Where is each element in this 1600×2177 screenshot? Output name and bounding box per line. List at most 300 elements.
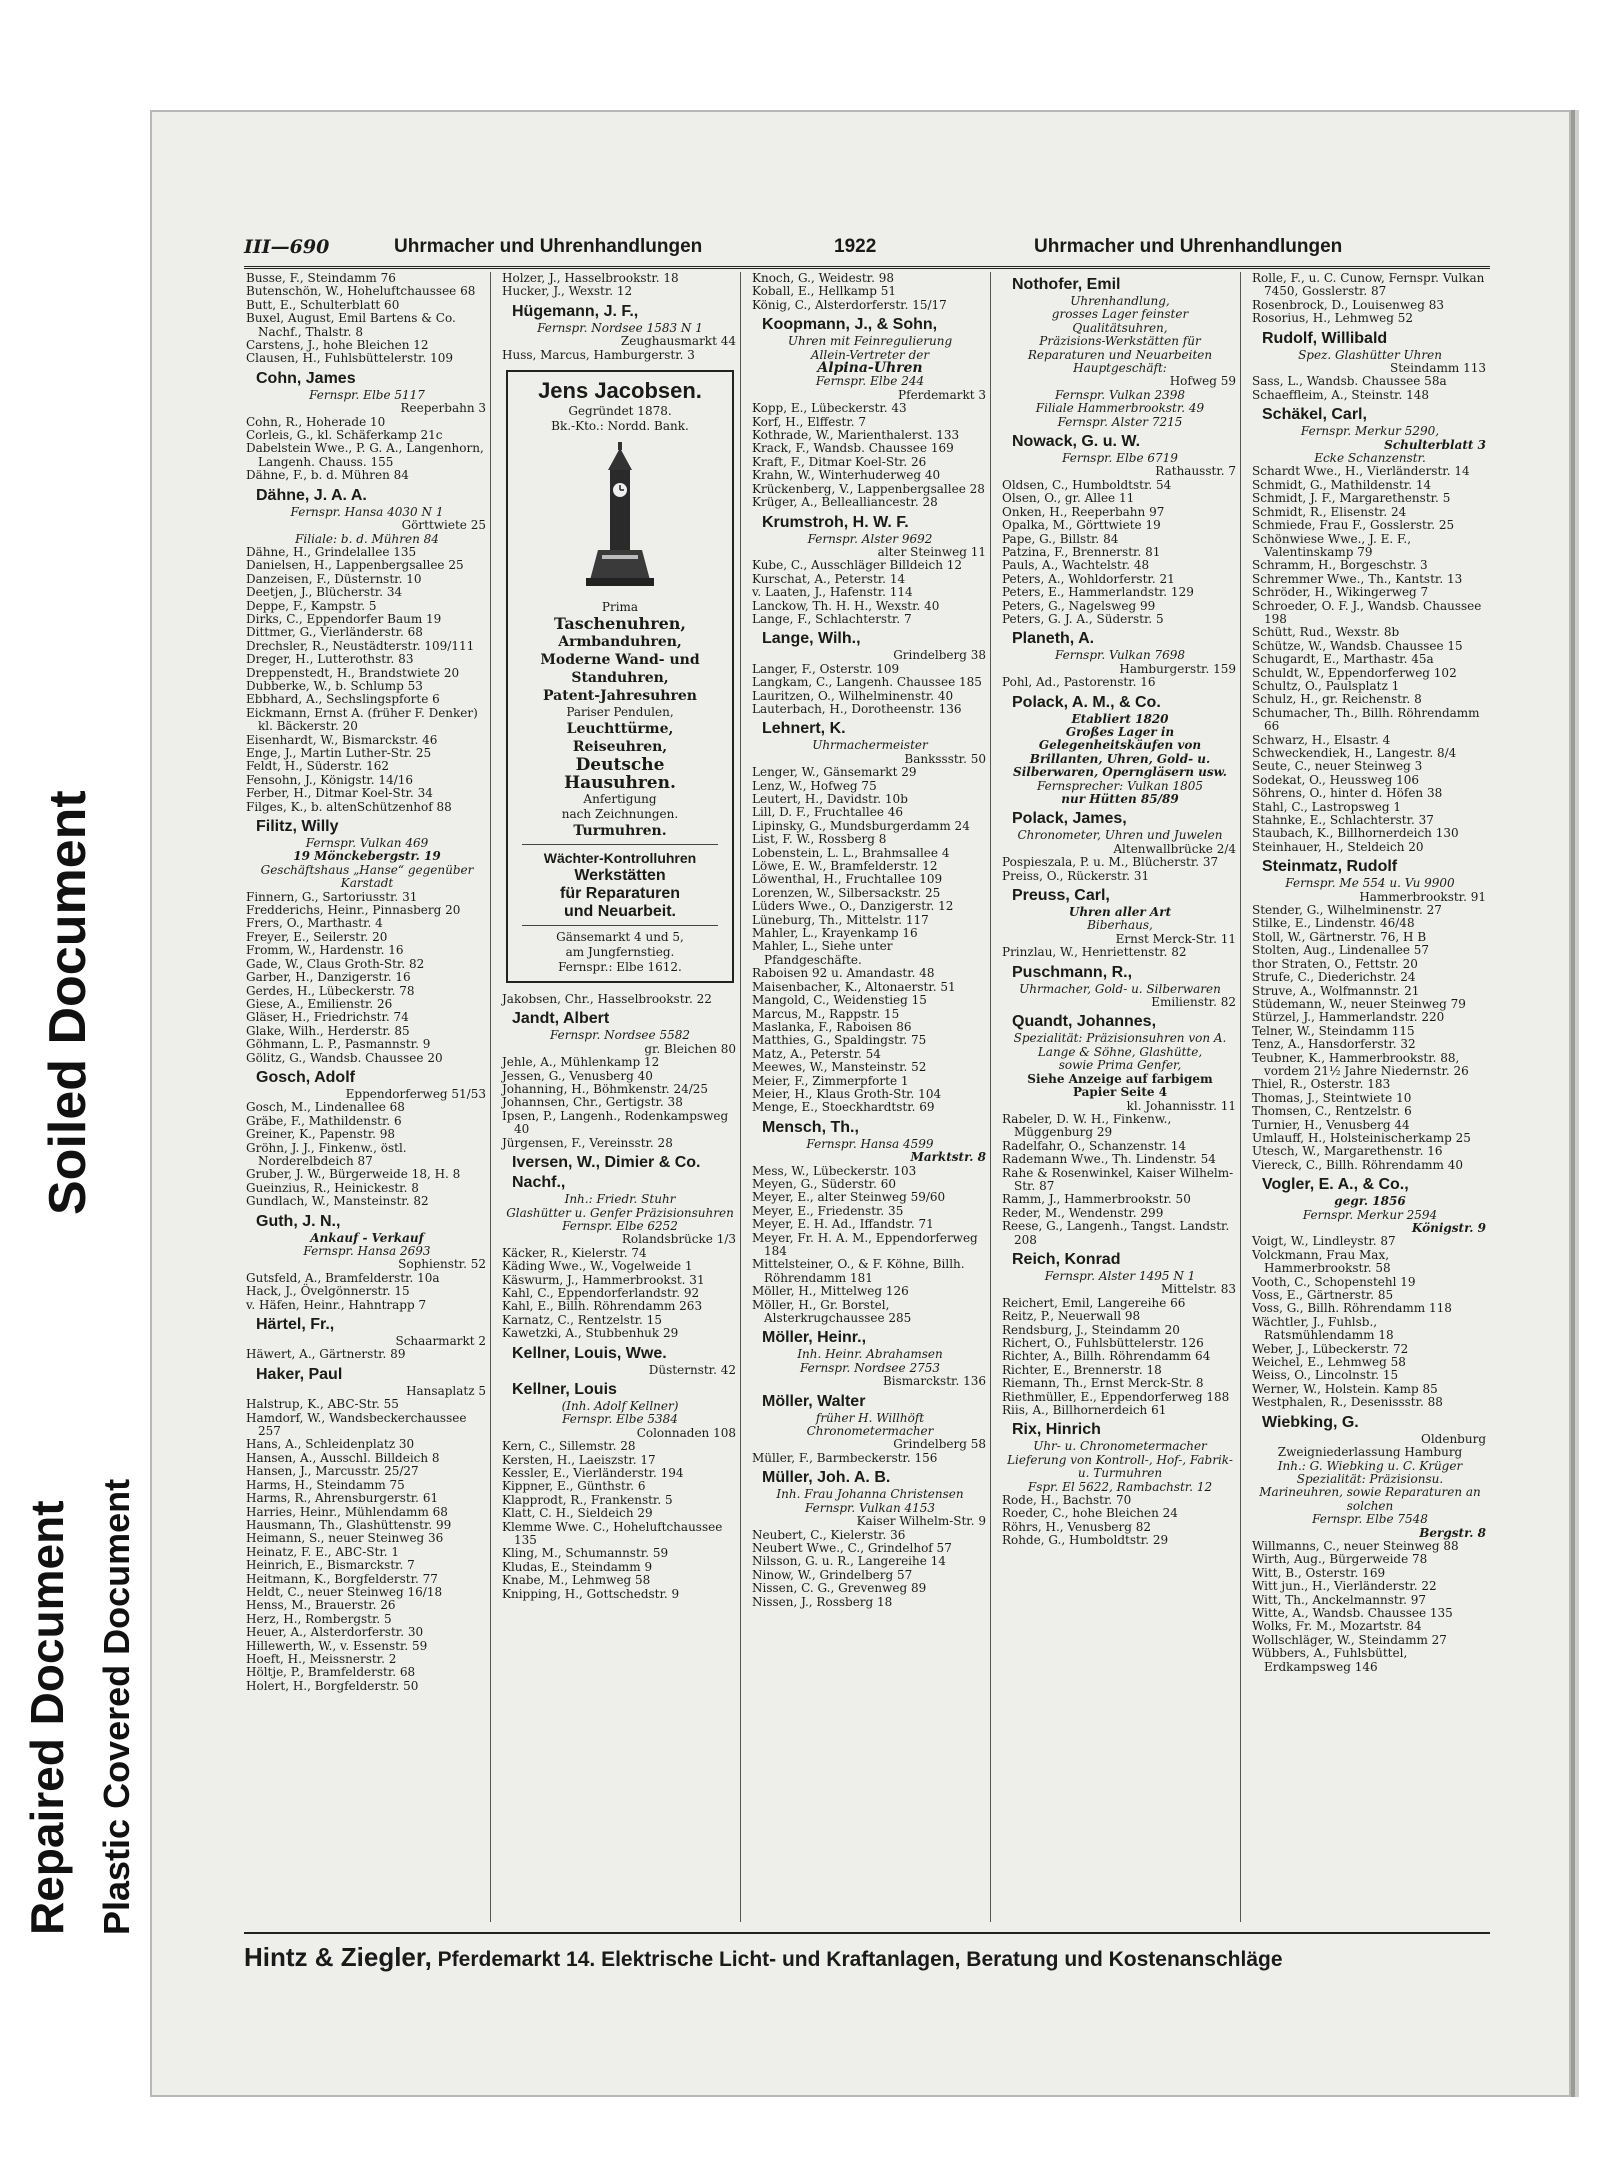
firm-owner: Inh. Heinr. Abrahamsen	[797, 1347, 943, 1362]
directory-entry: Clausen, H., Fuhlsbüttelerstr. 109	[246, 351, 453, 366]
directory-entry: Heimann, S., neuer Steinweg 36	[246, 1531, 444, 1546]
directory-entry: Harms, R., Ahrensburgerstr. 61	[246, 1491, 439, 1506]
directory-entry: Kothrade, W., Marienthalerst. 133	[752, 428, 960, 443]
directory-entry: Halstrup, K., ABC-Str. 55	[246, 1397, 399, 1412]
firm-phone: Fernspr. Elbe 6252	[562, 1218, 678, 1233]
directory-entry: Voss, G., Billh. Röhrendamm 118	[1252, 1301, 1452, 1316]
directory-entry: Hack, J., Övelgönnerstr. 15	[246, 1284, 410, 1299]
firm-phone: Fernspr. Me 554 u. Vu 9900	[1285, 876, 1455, 891]
directory-entry: Pohl, Ad., Pastorenstr. 16	[1002, 675, 1156, 690]
footer-text: Pferdemarkt 14. Elektrische Licht- und Kraftanlagen, Beratung und Kostenanschläge	[437, 1948, 1283, 1971]
entry-list	[500, 349, 740, 362]
firm-phone: Fernspr. Elbe 6719	[1062, 451, 1178, 466]
firm-address: Schaarmarkt 2	[395, 1334, 486, 1349]
directory-entry: Weber, J., Lübeckerstr. 72	[1252, 1341, 1409, 1356]
entry-list	[500, 1440, 740, 1601]
entry-list	[244, 1348, 490, 1361]
entry-list	[750, 272, 990, 312]
directory-entry: Sodekat, O., Heussweg 106	[1252, 772, 1420, 787]
firm-address: Grindelberg 58	[893, 1437, 986, 1452]
firm-address: Oldenburg	[1420, 1431, 1486, 1446]
directory-entry: Maslanka, F., Raboisen 86	[752, 1019, 912, 1034]
directory-entry: Meewes, W., Mansteinstr. 52	[752, 1060, 927, 1075]
directory-entry: Jakobsen, Chr., Hasselbrookstr. 22	[502, 992, 712, 1007]
entry-list	[500, 1056, 740, 1150]
directory-entry: Lauritzen, O., Wilhelminenstr. 40	[752, 688, 954, 703]
soiled-document-label: Soiled Document	[39, 790, 97, 1215]
ad-bank: Bk.-Kto.: Nordd. Bank.	[551, 419, 689, 434]
ad-address: am Jungfernstieg.	[565, 945, 675, 960]
ad-line: Leuchttürme,	[566, 721, 674, 738]
directory-entry: Krückenberg, V., Lappenbergsallee 28	[752, 481, 985, 496]
entry-list	[1000, 1113, 1240, 1247]
directory-entry: Röhrs, H., Venusberg 82	[1002, 1519, 1151, 1534]
page-number: III—690	[244, 236, 330, 258]
directory-entry: Prinzlau, W., Henriettenstr. 82	[1002, 945, 1187, 960]
directory-entry: Leutert, H., Davidstr. 10b	[752, 792, 908, 806]
ad-line: Anfertigung	[583, 792, 657, 807]
firm-phone: Fernspr. Elbe 5384	[562, 1412, 678, 1427]
directory-entry: Käding Wwe., W., Vogelweide 1	[502, 1259, 693, 1274]
firm-branch: Filiale Hammerbrookstr. 49	[1035, 401, 1205, 416]
firm-owner: Inh.: G. Wiebking u. C. Krüger	[1277, 1458, 1463, 1473]
firm-address: Colonnaden 108	[636, 1425, 736, 1440]
directory-entry: Teubner, K., Hammerbrookstr. 88, vordem 21½ Jahre Niedernstr. 26	[1252, 1050, 1469, 1078]
entry-list	[1250, 904, 1490, 1172]
directory-entry: Freyer, E., Seilerstr. 20	[246, 929, 388, 944]
firm-name: Filitz, Willy	[256, 818, 339, 836]
entry-list	[500, 1247, 740, 1341]
directory-entry: Ramm, J., Hammerbrookstr. 50	[1002, 1192, 1191, 1207]
directory-page	[244, 232, 1490, 2024]
directory-entry: Hillewerth, W., v. Essenstr. 59	[246, 1638, 428, 1653]
firm-address: nur Hütten 85/89	[1061, 792, 1179, 806]
firm-phone: Fspr. El 5622, Rambachstr. 12	[1027, 1479, 1213, 1494]
directory-entry: Glake, Wilh., Herderstr. 85	[246, 1023, 410, 1038]
directory-entry: thor Straten, O., Fettstr. 20	[1252, 956, 1418, 971]
entry-list	[244, 416, 490, 483]
directory-entry: Oldsen, C., Humboldtstr. 54	[1002, 477, 1172, 492]
firm-name: Polack, James,	[1012, 810, 1127, 828]
directory-entry: Sass, L., Wandsb. Chaussee 58a	[1252, 374, 1447, 389]
entry-list	[750, 1452, 990, 1465]
directory-entry: Schardt Wwe., H., Vierländerstr. 14	[1252, 464, 1470, 479]
firm-phone: Fernspr. Alster 9692	[807, 531, 933, 546]
directory-entry: Preiss, O., Rückerstr. 31	[1002, 868, 1150, 883]
firm-note: Uhren mit Feinregulierung	[787, 334, 953, 349]
directory-entry: Riethmüller, E., Eppendorferweg 188	[1002, 1389, 1230, 1404]
directory-entry: Lanckow, Th. H. H., Wexstr. 40	[752, 598, 940, 613]
directory-entry: v. Häfen, Heinr., Hahntrapp 7	[246, 1297, 427, 1312]
directory-entry: Meier, F., Zimmerpforte 1	[752, 1073, 909, 1088]
directory-entry: Rode, H., Bachstr. 70	[1002, 1493, 1132, 1508]
directory-entry: Jürgensen, F., Vereinsstr. 28	[502, 1135, 673, 1150]
directory-entry: Käcker, R., Kielerstr. 74	[502, 1245, 647, 1260]
directory-entry: Nilsson, G. u. R., Langereihe 14	[752, 1554, 946, 1569]
ad-line: für Reparaturen	[559, 885, 681, 903]
directory-entry: Schaeffleim, A., Steinstr. 148	[1252, 387, 1429, 402]
directory-entry: Menge, E., Stoeckhardtstr. 69	[752, 1100, 935, 1115]
directory-entry: Höltje, P., Bramfelderstr. 68	[246, 1665, 416, 1680]
directory-entry: Lill, D. F., Fruchtallee 46	[752, 805, 904, 820]
firm-note: Spez. Glashütter Uhren	[1298, 347, 1442, 362]
directory-entry: Heldt, C., neuer Steinweg 16/18	[246, 1584, 443, 1599]
directory-entry: Kling, M., Schumannstr. 59	[502, 1546, 669, 1561]
entry-list	[500, 272, 740, 299]
firm-name: Iversen, W., Dimier & Co. Nachf.,	[512, 1154, 701, 1192]
firm-name: Quandt, Johannes,	[1012, 1013, 1157, 1031]
directory-entry: Maisenbacher, K., Altonaerstr. 51	[752, 979, 956, 994]
directory-entry: Schumacher, Th., Billh. Röhrendamm 66	[1252, 705, 1480, 734]
directory-entry: Frers, O., Marthastr. 4	[246, 916, 383, 931]
entry-list	[244, 1272, 490, 1312]
directory-entry: Eisenhardt, W., Bismarckstr. 46	[246, 732, 438, 747]
plastic-covered-label: Plastic Covered Document	[96, 1478, 137, 1935]
directory-entry: Ipsen, P., Langenh., Rodenkampsweg 40	[502, 1108, 729, 1137]
directory-entry: Stender, G., Wilhelminenstr. 27	[1252, 903, 1442, 918]
directory-entry: Peters, E., Hammerlandstr. 129	[1002, 585, 1194, 600]
directory-entry: Meier, H., Klaus Groth-Str. 104	[752, 1086, 942, 1101]
directory-entry: Reese, G., Langenh., Tangst. Landstr. 208	[1002, 1219, 1230, 1247]
directory-entry: Weiss, O., Lincolnstr. 15	[1252, 1368, 1399, 1383]
entry-list	[750, 663, 990, 717]
firm-address: kl. Johannisstr. 11	[1126, 1098, 1236, 1113]
directory-entry: Kludas, E., Steindamm 9	[502, 1559, 653, 1574]
directory-entry: Riis, A., Billhornerdeich 61	[1002, 1403, 1167, 1418]
directory-entry: Richter, A., Billh. Röhrendamm 64	[1002, 1349, 1211, 1364]
directory-entry: Strufe, C., Diederichstr. 24	[1252, 970, 1416, 985]
directory-entry: Filges, K., b. altenSchützenhof 88	[246, 799, 452, 814]
directory-entry: Weichel, E., Lehmweg 58	[1252, 1355, 1406, 1370]
directory-entry: Lorenzen, W., Silbersackstr. 25	[752, 885, 941, 900]
directory-entry: Stoll, W., Gärtnerstr. 76, H B	[1252, 929, 1427, 944]
firm-name: Kellner, Louis	[512, 1380, 617, 1398]
ad-line: und Neuarbeit.	[563, 903, 676, 921]
directory-entry: Peters, A., Wohldorferstr. 21	[1002, 571, 1175, 586]
firm-phone: Fernspr. Hansa 4599	[806, 1136, 934, 1151]
directory-entry: Opalka, M., Görttwiete 19	[1002, 518, 1161, 533]
directory-entry: Danielsen, H., Lappenbergsallee 25	[246, 558, 464, 573]
firm-address: Bankssstr. 50	[904, 751, 986, 766]
firm-name: Rix, Hinrich	[1012, 1421, 1101, 1439]
directory-entry: Knabe, M., Lehmweg 58	[502, 1573, 651, 1588]
directory-entry: König, C., Alsterdorferstr. 15/17	[752, 297, 947, 312]
directory-entry: Schulz, H., gr. Reichenstr. 8	[1252, 692, 1422, 707]
directory-entry: Dabelstein Wwe., P. G. A., Langenhorn, Langenh. Chauss. 155	[246, 441, 484, 469]
directory-entry: Telner, W., Steindamm 115	[1252, 1023, 1415, 1038]
directory-entry: Gade, W., Claus Groth-Str. 82	[246, 956, 425, 971]
directory-entry: Carstens, J., hohe Bleichen 12	[246, 338, 429, 353]
ad-line: Pariser Pendulen,	[566, 705, 674, 720]
firm-name: Puschmann, R.,	[1012, 963, 1133, 981]
directory-entry: Turnier, H., Venusberg 44	[1252, 1117, 1410, 1132]
firm-phone: Fernspr. Vulkan 7698	[1054, 648, 1186, 663]
directory-entry: Lüders Wwe., O., Danzigerstr. 12	[752, 899, 954, 914]
directory-entry: Schröder, H., Wikingerweg 7	[1252, 585, 1429, 600]
directory-entry: Mittelsteiner, O., & F. Köhne, Billh. Röhrendamm 181	[752, 1257, 965, 1285]
firm-note: Uhrmacher, Gold- u. Silberwaren	[1019, 981, 1221, 996]
directory-entry: Kraft, F., Ditmar Koel-Str. 26	[752, 454, 927, 469]
repaired-document-label: Repaired Document	[21, 1500, 73, 1935]
firm-note: Uhrmachermeister	[812, 738, 928, 753]
directory-entry: Voss, E., Gärtnerstr. 85	[1252, 1288, 1394, 1303]
directory-entry: Holzer, J., Hasselbrookstr. 18	[502, 272, 679, 285]
entry-list	[1000, 676, 1240, 689]
directory-entry: Schmidt, R., Elisenstr. 24	[1252, 504, 1407, 519]
directory-entry: Stüdemann, W., neuer Steinweg 79	[1252, 996, 1466, 1011]
ad-line: nach Zeichnungen.	[561, 807, 679, 822]
directory-entry: Heinatz, F. E., ABC-Str. 1	[246, 1544, 400, 1559]
directory-entry: Matthies, G., Spaldingstr. 75	[752, 1033, 927, 1048]
directory-entry: Stahnke, E., Schlachterstr. 37	[1252, 813, 1434, 828]
firm-note: Großes Lager in Gelegenheitskäufen von Brillanten, Uhren, Gold- u. Silberwaren, Operngläsern usw.	[1013, 724, 1227, 780]
directory-entry: Peters, G. J. A., Süderstr. 5	[1002, 611, 1164, 626]
directory-entry: Hamdorf, W., Wandsbeckerchaussee 257	[246, 1410, 467, 1439]
directory-entry: Heinrich, E., Bismarckstr. 7	[246, 1558, 415, 1573]
firm-phone: Fernspr. Alster 1495 N 1	[1044, 1268, 1196, 1283]
directory-entry: Reichert, Emil, Langereihe 66	[1002, 1295, 1186, 1310]
firm-note: Hauptgeschäft:	[1073, 361, 1167, 376]
directory-entry: Huss, Marcus, Hamburgerstr. 3	[502, 347, 695, 362]
directory-entry: Drechsler, R., Neustädterstr. 109/111	[246, 638, 475, 653]
firm-name: Lehnert, K.	[762, 720, 846, 738]
directory-entry: Schwarz, H., Elsastr. 4	[1252, 732, 1391, 747]
firm-name: Nothofer, Emil	[1012, 276, 1121, 293]
firm-name: Wiebking, G.	[1262, 1413, 1359, 1431]
directory-entry: Pospieszala, P. u. M., Blücherstr. 37	[1002, 855, 1219, 870]
firm-phone: Fernspr. Vulkan 469	[305, 836, 429, 851]
firm-note: Etabliert 1820	[1071, 711, 1169, 726]
directory-entry: Wächtler, J., Fuhlsb., Ratsmühlendamm 18	[1252, 1314, 1394, 1343]
firm-name: Lange, Wilh.,	[762, 630, 861, 648]
firm-note: Siehe Anzeige auf farbigem Papier Seite 4	[1027, 1071, 1213, 1100]
firm-name: Nowack, G. u. W.	[1012, 433, 1141, 451]
directory-entry: Hucker, J., Wexstr. 12	[502, 284, 633, 299]
directory-entry: Butt, E., Schulterblatt 60	[246, 297, 400, 312]
column-2	[500, 272, 741, 1922]
directory-entry: Schremmer Wwe., Th., Kantstr. 13	[1252, 571, 1463, 586]
firm-address: Düsternstr. 42	[648, 1362, 736, 1377]
directory-entry: Karnatz, C., Rentzelstr. 15	[502, 1312, 662, 1327]
directory-entry: Krack, F., Wandsb. Chaussee 169	[752, 441, 954, 456]
directory-entry: Dähne, H., Grindelallee 135	[246, 544, 417, 559]
directory-entry: Hausmann, Th., Glashüttenstr. 99	[246, 1517, 452, 1532]
firm-phone: Fernspr. Elbe 244	[815, 374, 925, 389]
directory-entry: Marcus, M., Rappstr. 15	[752, 1006, 900, 1021]
directory-entry: Johanning, H., Böhmkenstr. 24/25	[502, 1082, 709, 1097]
directory-entry: Kopp, E., Lübeckerstr. 43	[752, 401, 907, 416]
directory-entry: Tenz, A., Hansdorferstr. 32	[1252, 1037, 1416, 1052]
directory-entry: Willmanns, C., neuer Steinweg 88	[1252, 1538, 1459, 1553]
directory-entry: Krahn, W., Winterhuderweg 40	[752, 468, 941, 483]
firm-address: Altenwallbrücke 2/4	[1113, 841, 1236, 856]
directory-entry: Dubberke, W., b. Schlump 53	[246, 678, 423, 693]
entry-list	[244, 1101, 490, 1208]
directory-entry: Gruber, J. W., Bürgerweide 18, H. 8	[246, 1167, 461, 1182]
directory-entry: Nissen, J., Rossberg 18	[752, 1594, 893, 1609]
directory-entry: Lenz, W., Hofweg 75	[752, 778, 877, 793]
directory-entry: Pauls, A., Wachtelstr. 48	[1002, 558, 1150, 573]
directory-entry: Gerdes, H., Lübeckerstr. 78	[246, 983, 415, 998]
firm-note: Chronometer, Uhren und Juwelen	[1017, 828, 1223, 843]
directory-entry: Stolten, Aug., Lindenallee 57	[1252, 943, 1430, 958]
directory-entry: Müller, F., Barmbeckerstr. 156	[752, 1450, 938, 1465]
directory-entry: Thomsen, C., Rentzelstr. 6	[1252, 1104, 1412, 1119]
entry-list	[244, 891, 490, 1065]
firm-address: Rathausstr. 7	[1155, 464, 1236, 479]
directory-entry: Schramm, H., Borgeschstr. 3	[1252, 558, 1428, 573]
directory-entry: Hoeft, H., Meissnerstr. 2	[246, 1651, 397, 1666]
firm-address: Bergstr. 8	[1419, 1525, 1486, 1540]
firm-note: Chronometermacher	[806, 1424, 934, 1439]
firm-name: Haker, Paul	[256, 1365, 343, 1383]
entry-list	[1000, 1494, 1240, 1548]
firm-address: Ernst Merck-Str. 11	[1115, 931, 1236, 946]
directory-entry: Olsen, O., gr. Allee 11	[1002, 491, 1135, 506]
directory-entry: Löwe, E. W., Bramfelderstr. 12	[752, 859, 938, 874]
firm-name: Steinmatz, Rudolf	[1262, 858, 1398, 876]
entry-list	[1250, 375, 1490, 402]
directory-entry: Dirks, C., Eppendorfer Baum 19	[246, 611, 442, 626]
firm-address: Pferdemarkt 3	[898, 387, 986, 402]
firm-address: Görttwiete 25	[401, 518, 486, 533]
directory-entry: Dähne, F., b. d. Mühren 84	[246, 468, 409, 483]
entry-list	[750, 1165, 990, 1326]
directory-entry: Nissen, C. G., Grevenweg 89	[752, 1581, 927, 1596]
directory-entry: Meyer, Fr. H. A. M., Eppendorferweg 184	[752, 1230, 978, 1258]
firm-name: Müller, Joh. A. B.	[762, 1469, 891, 1487]
entry-list	[500, 993, 740, 1006]
directory-entry: Holert, H., Borgfelderstr. 50	[246, 1678, 419, 1693]
directory-entry: Schönwiese Wwe., J. E. F., Valentinskamp 79	[1252, 531, 1412, 559]
ad-address: Gänsemarkt 4 und 5,	[556, 930, 684, 945]
firm-phone: Fernspr. Vulkan 2398	[1054, 387, 1186, 402]
directory-entry: Staubach, K., Billhornerdeich 130	[1252, 826, 1459, 841]
directory-entry: Dreppenstedt, H., Brandstwiete 20	[246, 665, 460, 680]
ad-firm-name: Jens Jacobsen.	[538, 378, 702, 404]
firm-address: Hofweg 59	[1169, 374, 1236, 389]
ad-line: Prima	[601, 600, 639, 615]
directory-entry: Vooth, C., Schopenstehl 19	[1252, 1274, 1416, 1289]
directory-entry: Westphalen, R., Desenissstr. 88	[1252, 1395, 1443, 1410]
directory-entry: Neubert, C., Kielerstr. 36	[752, 1527, 906, 1542]
directory-entry: Fredderichs, Heinr., Pinnasberg 20	[246, 903, 461, 918]
firm-name: Koopmann, J., & Sohn,	[762, 316, 938, 334]
directory-entry: Knoch, G., Weidestr. 98	[752, 272, 894, 285]
directory-entry: Meyer, E. H. Ad., Iffandstr. 71	[752, 1217, 934, 1232]
directory-entry: Rendsburg, J., Steindamm 20	[1002, 1322, 1180, 1337]
directory-entry: Kippner, E., Günthstr. 6	[502, 1479, 646, 1494]
header-year: 1922	[834, 236, 877, 257]
directory-entry: Gueinzius, R., Heinickestr. 8	[246, 1180, 419, 1195]
firm-name: Jandt, Albert	[512, 1010, 610, 1028]
entry-list	[1250, 1235, 1490, 1409]
directory-entry: Kahl, E., Billh. Röhrendamm 263	[502, 1299, 703, 1314]
directory-entry: Peters, G., Nagelsweg 99	[1002, 598, 1156, 613]
firm-owner: (Inh. Adolf Kellner)	[561, 1398, 679, 1413]
firm-phone: Fernspr. Nordsee 1583 N 1	[537, 320, 703, 335]
entry-list	[244, 272, 490, 366]
page-header	[244, 232, 1490, 269]
directory-entry: Kahl, C., Eppendorferlandstr. 92	[502, 1285, 700, 1300]
directory-entry: Knipping, H., Gottschedstr. 9	[502, 1586, 680, 1601]
firm-note: Ecke Schanzenstr.	[1314, 451, 1426, 466]
directory-entry: Danzeisen, F., Düsternstr. 10	[246, 571, 422, 586]
firm-phone: Fernspr. Hansa 2693	[303, 1244, 431, 1258]
directory-entry: Giese, A., Emilienstr. 26	[246, 996, 393, 1011]
directory-entry: Göhmann, L. P., Pasmannstr. 9	[246, 1037, 431, 1052]
ad-line: Patent-Jahresuhren	[543, 688, 697, 705]
directory-entry: Meyer, E., Friedenstr. 35	[752, 1203, 904, 1218]
entry-list	[750, 402, 990, 509]
firm-address: Eppendorferweg 51/53	[345, 1086, 486, 1101]
entry-list	[1250, 1540, 1490, 1674]
directory-entry: Schütt, Rud., Wexstr. 8b	[1252, 625, 1400, 640]
directory-entry: Häwert, A., Gärtnerstr. 89	[246, 1347, 406, 1362]
firm-phone: Fernsprecher: Vulkan 1805	[1036, 778, 1204, 793]
directory-entry: Löwenthal, H., Fruchtallee 109	[752, 872, 943, 887]
directory-entry: Hansen, J., Marcusstr. 25/27	[246, 1464, 419, 1479]
firm-owner: Inh. Frau Johanna Christensen	[776, 1487, 964, 1502]
directory-entry: Gölitz, G., Wandsb. Chaussee 20	[246, 1050, 443, 1065]
directory-entry: Utesch, W., Margarethenstr. 16	[1252, 1144, 1443, 1159]
entry-list	[1250, 465, 1490, 854]
ad-line: Hausuhren.	[564, 773, 676, 794]
directory-entry: Finnern, G., Sartoriusstr. 31	[246, 889, 418, 904]
firm-name: Krumstroh, H. W. F.	[762, 513, 909, 531]
footer-advertisement	[244, 1932, 1490, 1973]
ad-line: Armbanduhren,	[558, 634, 682, 651]
directory-entry: Wübbers, A., Fuhlsbüttel, Erdkampsweg 146	[1252, 1646, 1408, 1674]
directory-entry: Rohde, G., Humboldtstr. 29	[1002, 1533, 1169, 1548]
firm-phone: Fernspr. Nordsee 5582	[550, 1028, 690, 1043]
firm-address: Steindamm 113	[1389, 361, 1486, 376]
directory-entry: Lüneburg, Th., Mittelstr. 117	[752, 912, 929, 927]
directory-entry: Fensohn, J., Königstr. 14/16	[246, 772, 414, 787]
firm-address: Sophienstr. 52	[398, 1257, 486, 1272]
directory-entry: Mahler, L., Krayenkamp 16	[752, 926, 918, 941]
firm-name: Hügemann, J. F.,	[512, 302, 639, 320]
directory-entry: Kurschat, A., Peterstr. 14	[752, 571, 906, 586]
directory-entry: Ebbhard, A., Sechslingspforte 6	[246, 692, 440, 707]
directory-entry: Meyer, E., alter Steinweg 59/60	[752, 1190, 946, 1205]
directory-entry: List, F. W., Rossberg 8	[752, 832, 887, 847]
firm-name: Gosch, Adolf	[256, 1068, 355, 1086]
firm-note: Spezialität: Präzisionsuhren von A. Lange & Söhne, Glashütte,	[1013, 1031, 1227, 1059]
directory-entry: Lipinsky, G., Mundsburgerdamm 24	[752, 818, 970, 833]
directory-entry: Möller, H., Gr. Borstel, Alsterkrugchaussee 285	[752, 1297, 912, 1326]
directory-entry: Hans, A., Schleidenplatz 30	[246, 1437, 415, 1452]
firm-name: Polack, A. M., & Co.	[1012, 693, 1161, 711]
firm-address: Kaiser Wilhelm-Str. 9	[856, 1514, 986, 1529]
scanned-page	[150, 110, 1571, 2097]
directory-entry: Lauterbach, H., Dorotheenstr. 136	[752, 701, 962, 716]
firm-phone: Fernspr. Hansa 4030 N 1	[290, 504, 444, 519]
ad-founded: Gegründet 1878.	[568, 404, 672, 419]
firm-name: Reich, Konrad	[1012, 1250, 1121, 1268]
directory-entry: Lobenstein, L. L., Brahmsallee 4	[752, 845, 950, 860]
column-1	[244, 272, 491, 1922]
firm-note: Zweigniederlassung Hamburg	[1277, 1445, 1463, 1460]
directory-entry: Richter, E., Brennerstr. 18	[1002, 1362, 1162, 1377]
firm-phone: Fernspr. Merkur 2594	[1302, 1207, 1438, 1222]
clock-tower-illustration	[580, 440, 660, 590]
directory-entry: Deppe, F., Kampstr. 5	[246, 598, 377, 613]
firm-note: Alpina-Uhren	[817, 360, 923, 377]
firm-phone: Fernspr. Vulkan 4153	[804, 1500, 936, 1515]
directory-entry: Wolks, Fr. M., Mozartstr. 84	[1252, 1619, 1422, 1634]
ad-line: Taschenuhren,	[553, 614, 686, 634]
